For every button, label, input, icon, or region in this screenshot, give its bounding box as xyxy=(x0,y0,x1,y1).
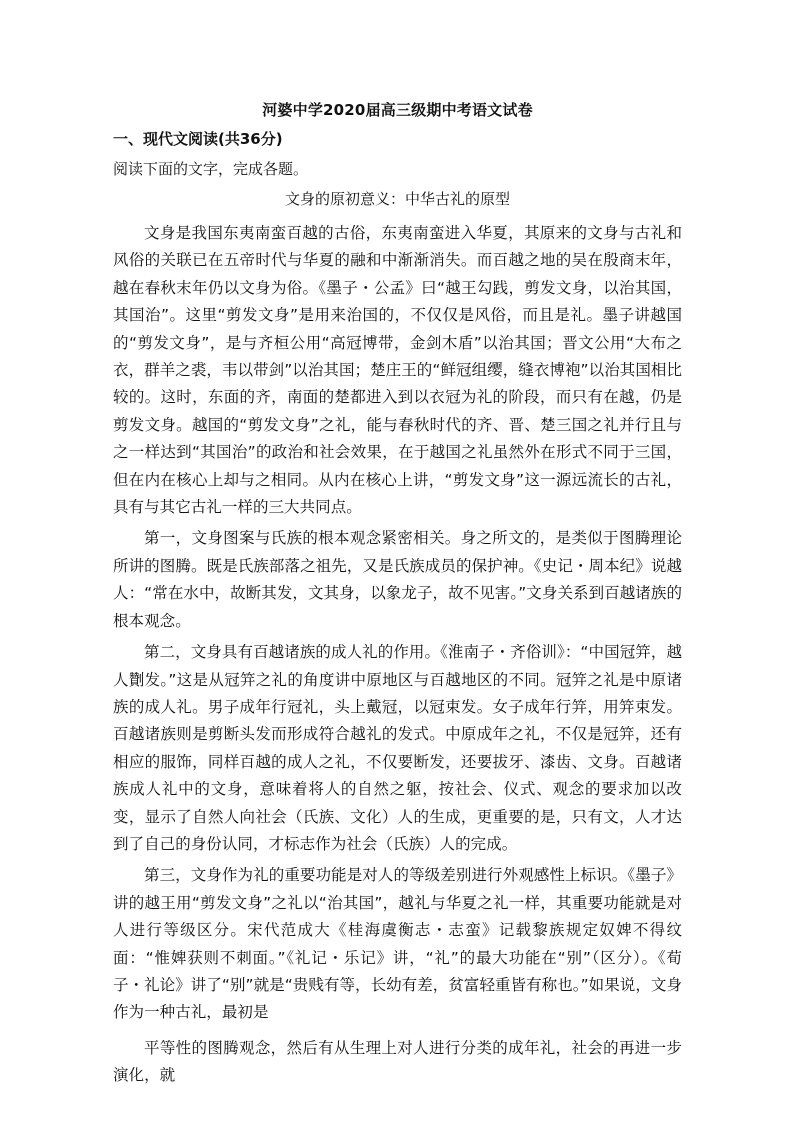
section-heading: 一、现代文阅读(共36分) xyxy=(113,130,283,148)
paragraph-second-point: 第二，文身具有百越诸族的成人礼的作用。《淮南子・齐俗训》：“中国冠笄，越人劗发。”这是从冠笄之礼的角度讲中原地区与百越地区的不同。冠笄之礼是中原诸族的成人礼。男子成年行冠礼，头上戴冠，以冠束发。女子成年行笄，用笄束发。百越诸族则是剪断头发而形成符合越礼的发式。中原成年之礼，不仅是冠笄，还有相应的服饰，同样百越的成人之礼，不仅要断发，还要拔牙、漆齿、文身。百越诸族成人礼中的文身，意味着将人的自然之躯，按社会、仪式、观念的要求加以改变，显示了自然人向社会（氏族、文化）人的生成，更重要的是，只有文，人才达到了自己的身份认同，才标志作为社会（氏族）人的完成。 xyxy=(113,643,682,853)
paragraph-first-point: 第一，文身图案与氏族的根本观念紧密相关。身之所文的，是类似于图腾理论所讲的图腾。既是氏族部落之祖先，又是氏族成员的保护神。《史记・周本纪》说越人：“常在水中，故断其发，文其身，以象龙子，故不见害。”文身关系到百越诸族的根本观念。 xyxy=(113,529,682,630)
paragraph-third-point: 第三，文身作为礼的重要功能是对人的等级差别进行外观感性上标识。《墨子》讲的越王用“剪发文身”之礼以“治其国”，越礼与华夏之礼一样，其重要功能就是对人进行等级区分。宋代范成大《桂海虞衡志・志蛮》记载黎族规定奴婢不得纹面：“惟婢获则不刺面。”《礼记・乐记》讲，“礼”的最大功能在“别”（区分）。《荀子・礼论》讲了“别”就是“贵贱有等，长幼有差，贫富轻重皆有称也。”如果说，文身作为一种古礼，最初是 xyxy=(113,866,682,1022)
exam-title: 河婆中学2020届高三级期中考语文试卷 xyxy=(262,101,533,119)
article-title: 文身的原初意义：中华古礼的原型 xyxy=(284,190,510,208)
paragraph-continuation: 平等性的图腾观念，然后有从生理上对人进行分类的成年礼，社会的再进一步演化，就 xyxy=(113,1038,682,1085)
paragraph-intro: 文身是我国东夷南蛮百越的古俗，东夷南蛮进入华夏，其原来的文身与古礼和风俗的关联已在五帝时代与华夏的融和中渐渐消失。而百越之地的吴在殷商末年，越在春秋末年仍以文身为俗。《墨子・公孟》曰“越王勾践，剪发文身，以治其国，其国治”。这里“剪发文身”是用来治国的，不仅仅是风俗，而且是礼。墨子讲越国的“剪发文身”，是与齐桓公用“高冠博带，金剑木盾”以治其国；晋文公用“大布之衣，群羊之裘，韦以带剑”以治其国；楚庄王的“鲜冠组缨，缝衣博袍”以治其国相比较的。这时，东面的齐，南面的楚都进入到以衣冠为礼的阶段，而只有在越，仍是剪发文身。越国的“剪发文身”之礼，能与春秋时代的齐、晋、楚三国之礼并行且与之一样达到“其国治”的政治和社会效果，在于越国之礼虽然外在形式不同于三国，但在内在核心上却与之相同。从内在核心上讲，“剪发文身”这一源远流长的古礼，具有与其它古礼一样的三大共同点。 xyxy=(113,224,682,517)
instruction-text: 阅读下面的文字，完成各题。 xyxy=(113,160,309,178)
